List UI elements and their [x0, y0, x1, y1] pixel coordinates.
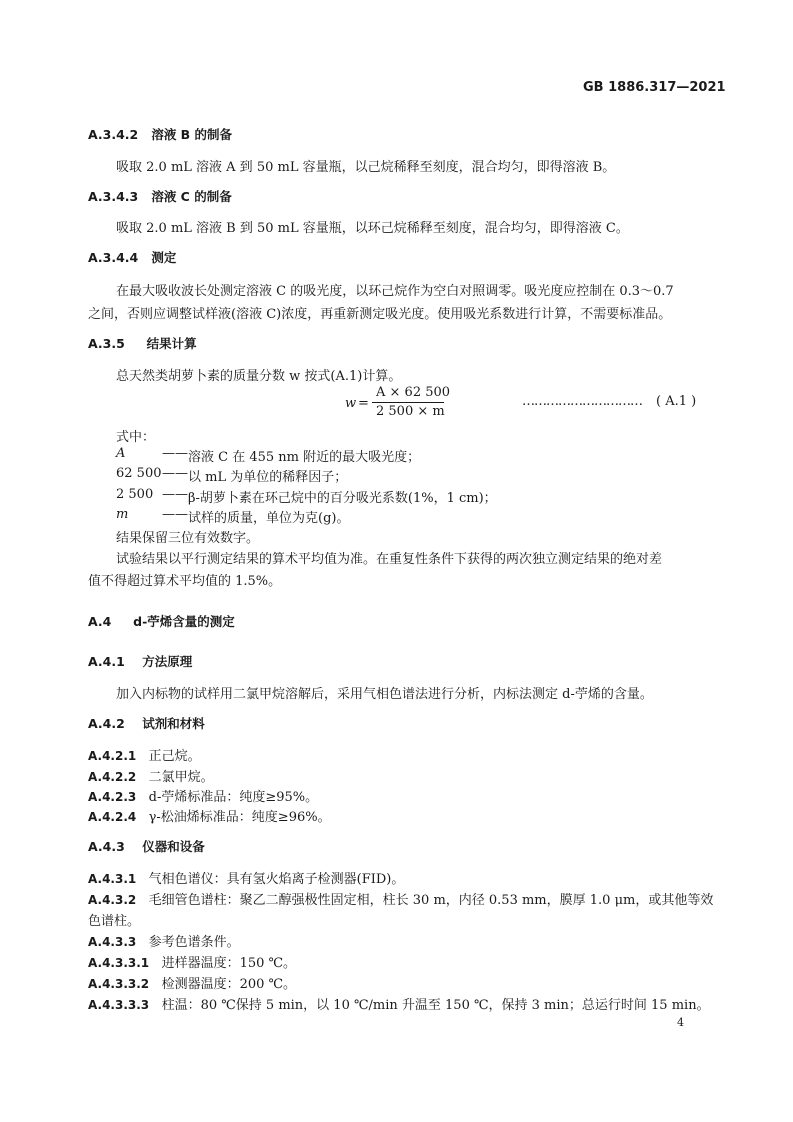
- formula-leader-dots: …………………………: [522, 394, 642, 409]
- formula-denominator: 2 500 × m: [376, 404, 445, 419]
- section-a3-4-2-body: 吸取 2.0 mL 溶液 A 到 50 mL 容量瓶，以己烷稀释至刻度，混合均匀，即得溶液 B。: [116, 160, 616, 175]
- list-item: [88, 931, 240, 950]
- list-item: [88, 952, 296, 971]
- section-title: 测定: [151, 250, 177, 265]
- var-symbol: 2 500: [116, 487, 154, 502]
- item-number: A.4.3.3.1: [88, 956, 150, 970]
- repeatability-line1: 试验结果以平行测定结果的算术平均值为准。在重复性条件下获得的两次独立测定结果的绝对差: [116, 552, 663, 567]
- section-a3-4-3-heading: [88, 187, 232, 205]
- section-title: 溶液 B 的制备: [151, 127, 233, 142]
- item-number: A.4.2.2: [88, 770, 137, 784]
- section-a4-heading: [88, 612, 235, 630]
- section-a4-1-heading: [88, 652, 192, 670]
- var-description: 溶液 C 在 455 nm 附近的最大吸光度；: [188, 450, 421, 465]
- section-title: 溶液 C 的制备: [151, 189, 232, 204]
- section-title: 结果计算: [146, 336, 197, 351]
- section-a4-1-body: 加入内标物的试样用二氯甲烷溶解后，采用气相色谱法进行分析，内标法测定 d-苧烯的含量。: [116, 687, 653, 702]
- section-title: 仪器和设备: [142, 839, 205, 854]
- page-number: 4: [677, 1016, 684, 1029]
- var-description: 以 mL 为单位的稀释因子；: [188, 470, 348, 485]
- list-item: [88, 994, 710, 1013]
- item-number: A.4.3.3.3: [88, 998, 150, 1012]
- var-dash: ——: [162, 446, 188, 461]
- var-dash: ——: [162, 466, 188, 481]
- repeatability-line2: 值不得超过算术平均值的 1.5%。: [88, 574, 282, 589]
- fraction-bar: [372, 402, 444, 403]
- item-number: A.4.3.1: [88, 872, 137, 886]
- list-item: [88, 973, 296, 992]
- item-text: 柱温：80 ℃保持 5 min，以 10 ℃/min 升温至 150 ℃，保持 3 min；总运行时间 15 min。: [161, 998, 710, 1013]
- var-dash: ——: [162, 487, 188, 502]
- section-number: A.3.4.2: [88, 127, 139, 142]
- where-label: 式中：: [116, 430, 156, 445]
- list-item: [88, 786, 318, 805]
- item-number: A.4.3.3.2: [88, 977, 150, 991]
- item-number: A.4.2.1: [88, 749, 137, 763]
- var-symbol: 62 500: [116, 466, 162, 481]
- section-a3-4-4-body-line2: 之间，否则应调整试样液(溶液 C)浓度，再重新测定吸光度。使用吸光系数进行计算，不需要标准品。: [88, 307, 672, 322]
- item-number: A.4.3.2: [88, 893, 137, 907]
- section-a4-2-heading: [88, 714, 205, 732]
- section-a3-4-4-heading: [88, 248, 176, 266]
- var-description: β-胡萝卜素在环己烷中的百分吸光系数(1%，1 cm)；: [188, 491, 497, 506]
- item-text: γ-松油烯标准品：纯度≥96%。: [148, 810, 331, 825]
- item-text: 正己烷。: [148, 749, 201, 764]
- section-a3-5-heading: [88, 334, 197, 352]
- item-text: 检测器温度：200 ℃。: [161, 977, 297, 992]
- item-text: 毛细管色谱柱：聚乙二醇强极性固定相，柱长 30 m，内径 0.53 mm，膜厚 1.0 μm，或其他等效: [148, 893, 714, 908]
- list-item: [88, 889, 713, 908]
- formula-lhs: w: [345, 396, 357, 411]
- item-text: 参考色谱条件。: [148, 935, 240, 950]
- standard-code: GB 1886.317—2021: [583, 80, 726, 95]
- section-title: 试剂和材料: [142, 716, 205, 731]
- section-a3-4-3-body: 吸取 2.0 mL 溶液 B 到 50 mL 容量瓶，以环己烷稀释至刻度，混合均匀，即得溶液 C。: [116, 221, 629, 236]
- section-title: d-苧烯含量的测定: [133, 614, 235, 629]
- item-number: A.4.3.3: [88, 935, 137, 949]
- list-item: [88, 766, 214, 785]
- section-a3-4-4-body-line1: 在最大吸收波长处测定溶液 C 的吸光度，以环己烷作为空白对照调零。吸光度应控制在 0.3～0.7: [116, 284, 674, 299]
- result-retain-note: 结果保留三位有效数字。: [116, 531, 260, 546]
- section-number: A.3.4.3: [88, 189, 139, 204]
- list-item: [88, 806, 331, 825]
- var-description: 试样的质量，单位为克(g)。: [188, 511, 350, 526]
- list-item: [88, 745, 201, 764]
- section-number: A.4.3: [88, 839, 125, 854]
- list-item-continuation: 色谱柱。: [88, 914, 141, 929]
- item-number: A.4.2.4: [88, 810, 137, 824]
- item-number: A.4.2.3: [88, 790, 137, 804]
- formula-equals: =: [358, 396, 369, 411]
- item-text: 气相色谱仪：具有氢火焰离子检测器(FID)。: [148, 872, 405, 887]
- section-number: A.4.1: [88, 654, 125, 669]
- section-number: A.4.2: [88, 716, 125, 731]
- item-text: 二氯甲烷。: [148, 770, 214, 785]
- list-item: [88, 868, 404, 887]
- section-number: A.3.4.4: [88, 250, 139, 265]
- section-a3-4-2-heading: [88, 125, 232, 143]
- section-number: A.3.5: [88, 336, 125, 351]
- item-text: d-苧烯标准品：纯度≥95%。: [148, 790, 319, 805]
- formula-intro: 总天然类胡萝卜素的质量分数 w 按式(A.1)计算。: [116, 369, 402, 384]
- var-dash: ——: [162, 507, 188, 522]
- var-symbol: A: [116, 446, 126, 461]
- formula-label: ( A.1 ): [656, 394, 697, 409]
- section-title: 方法原理: [142, 654, 193, 669]
- var-symbol: m: [116, 507, 129, 522]
- item-text: 进样器温度：150 ℃。: [161, 956, 297, 971]
- section-a4-3-heading: [88, 837, 205, 855]
- section-number: A.4: [88, 614, 112, 629]
- formula-numerator: A × 62 500: [376, 385, 451, 400]
